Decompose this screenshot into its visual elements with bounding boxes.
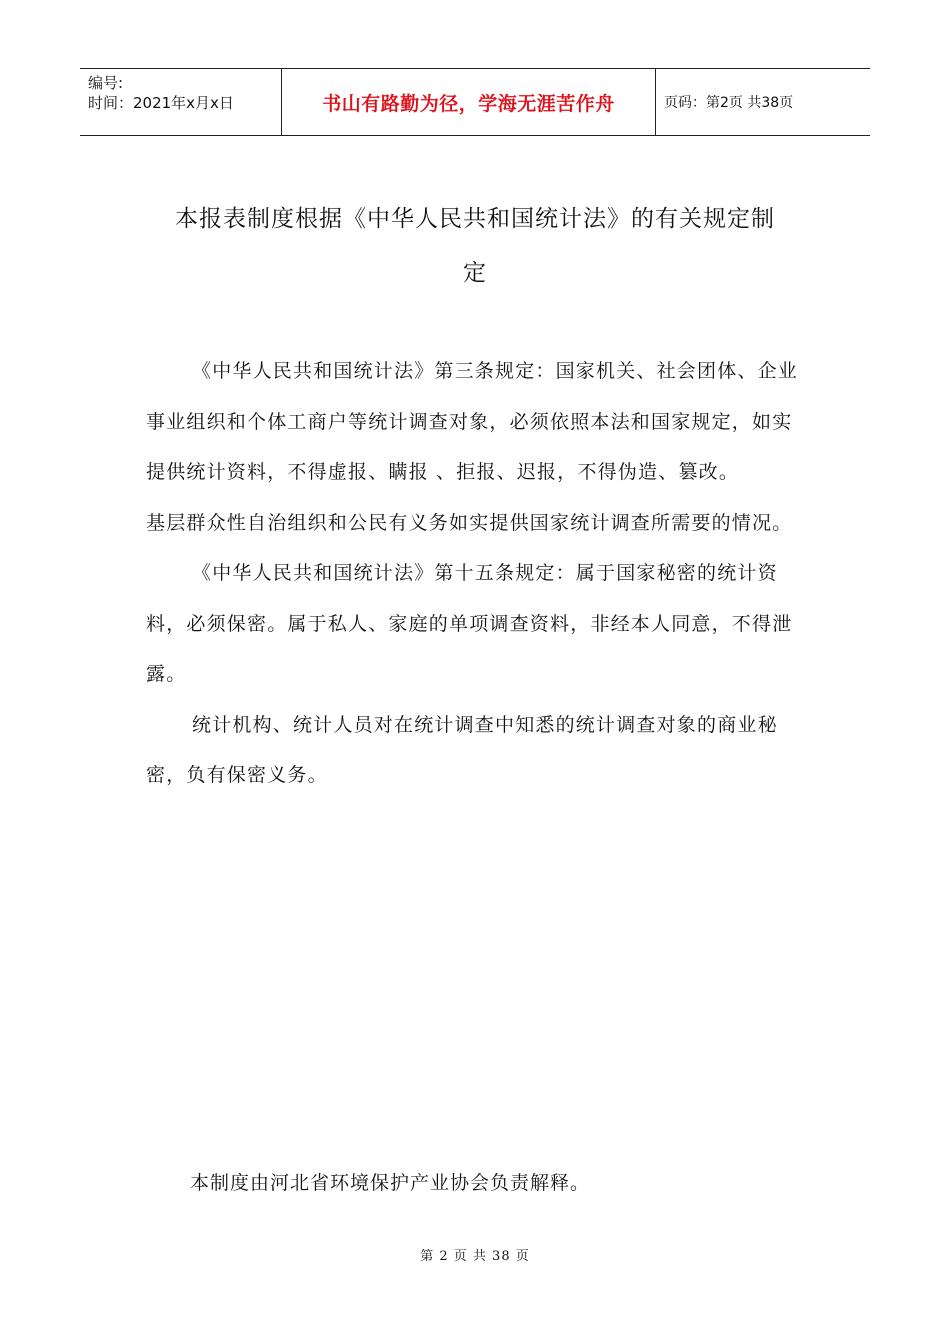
- paragraph-confidentiality: 统计机构、统计人员对在统计调查中知悉的统计调查对象的商业秘密，负有保密义务。: [146, 713, 778, 786]
- title-line-2: 定: [463, 260, 487, 286]
- document-time-label: 时间：2021年x月x日: [88, 94, 234, 112]
- document-body: [146, 346, 810, 801]
- header-motto: 书山有路勤为径，学海无涯苦作舟: [282, 69, 656, 135]
- closing-statement: 本制度由河北省环境保护产业协会负责解释。: [190, 1172, 591, 1194]
- header-meta-cell: [80, 69, 282, 135]
- title-line-1: 本报表制度根据《中华人民共和国统计法》的有关规定制: [175, 206, 775, 232]
- page-header: [80, 68, 870, 136]
- page-footer: 第 2 页 共 38 页: [420, 1249, 530, 1264]
- paragraph-grassroots: 基层群众性自治组织和公民有义务如实提供国家统计调查所需要的情况。: [146, 511, 793, 534]
- paragraph-article-3: 《中华人民共和国统计法》第三条规定：国家机关、社会团体、企业事业组织和个体工商户等统计调查对象，必须依照本法和国家规定，如实提供统计资料，不得虚报、瞒报 、拒报、迟报，不得伪造、篡改。: [146, 360, 799, 483]
- header-page-info: 页码：第2页 共38页: [664, 95, 794, 111]
- paragraph-article-15: 《中华人民共和国统计法》第十五条规定：属于国家秘密的统计资料，必须保密。属于私人、家庭的单项调查资料，非经本人同意，不得泄露。: [146, 562, 793, 685]
- document-number-label: 编号:: [88, 74, 124, 92]
- document-title: [140, 192, 810, 300]
